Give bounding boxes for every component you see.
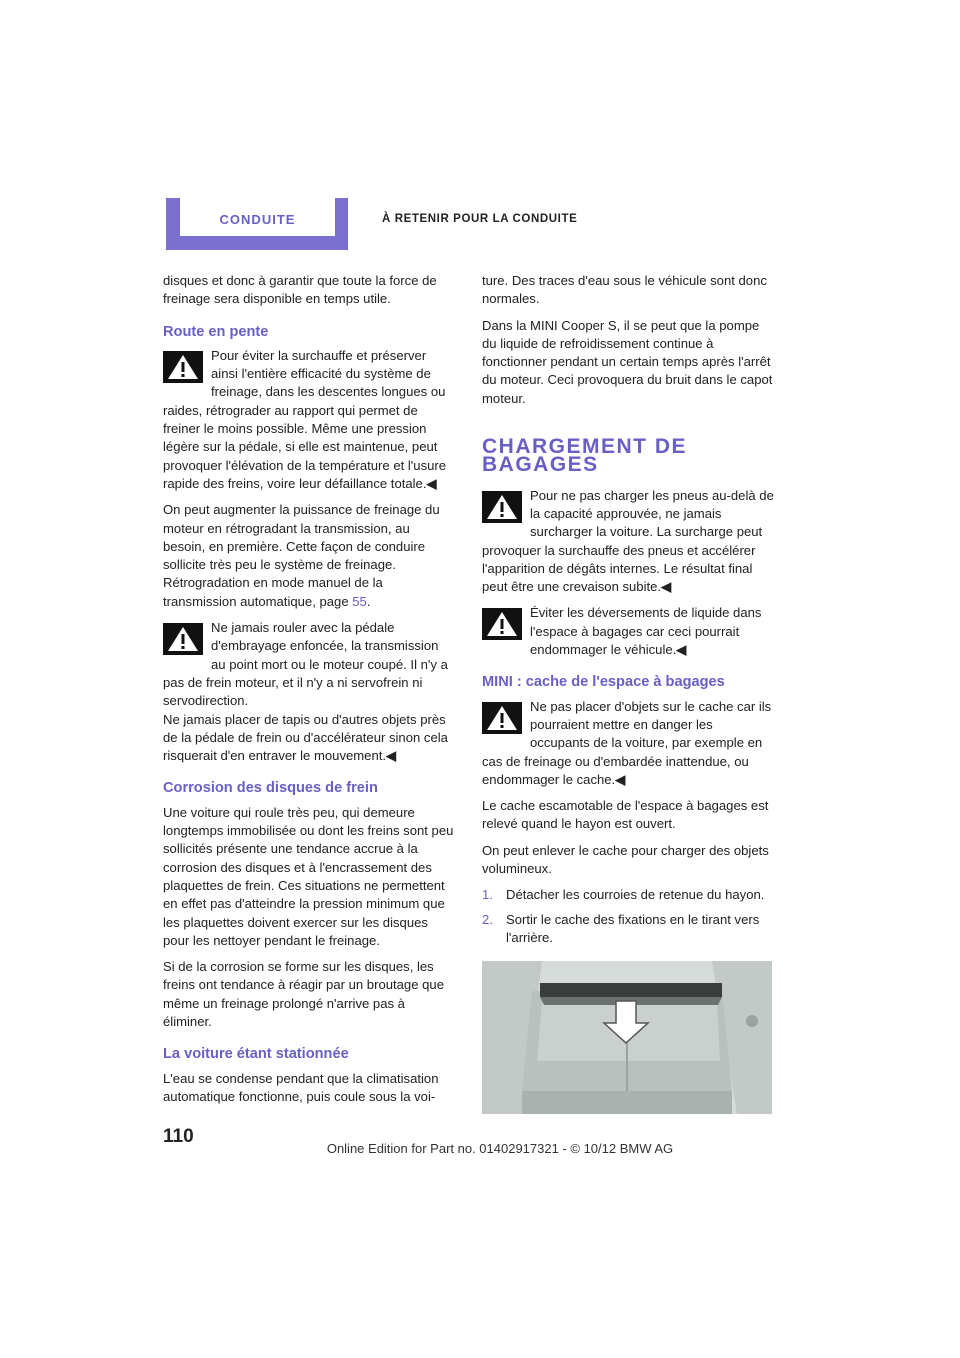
- warning-block: [482, 698, 774, 789]
- step-text: Sortir le cache des fixations en le tirant vers l'arrière.: [506, 911, 760, 945]
- intro-paragraph: disques et donc à garantir que toute la force de freinage sera disponible en temps utile.: [163, 273, 437, 307]
- page-number: 110: [163, 1126, 194, 1147]
- section-title: À RETENIR POUR LA CONDUITE: [382, 213, 578, 225]
- corrosion-paragraph-2: Si de la corrosion se forme sur les disques, les freins ont tendance à réagir par un broutage que même un freinage prolongé n'arrive pas à éliminer.: [163, 959, 444, 1029]
- warning-icon: [482, 608, 522, 640]
- luggage-cover-illustration: [482, 961, 772, 1114]
- warning-block: [482, 487, 774, 597]
- chapter-label: CONDUITE: [219, 212, 296, 227]
- step-text: Détacher les courroies de retenue du hayon.: [506, 887, 765, 903]
- end-mark: ◀: [426, 475, 437, 491]
- left-column: [163, 272, 455, 1114]
- warning-block: [482, 604, 774, 659]
- heading-route-pente: Route en pente: [163, 323, 269, 340]
- continuation-paragraph: ture. Des traces d'eau sous le véhicule sont donc normales.: [482, 273, 767, 307]
- heading-stationnee: La voiture étant stationnée: [163, 1046, 349, 1063]
- steps-list: [482, 886, 774, 947]
- warning-text: Pour éviter la surchauffe et préserver ainsi l'entière efficacité du système de freinage, dans les descentes longues ou raides, rétrograder au rapport qui permet de freiner le moins possible. Même une pression légère sur la pédale, si elle est maintenue, peut provoquer l'élévation de la température et l'usure rapide des freins, voire leur défaillance totale.: [163, 347, 447, 491]
- cache-paragraph-2: On peut enlever le cache pour charger des objets volumineux.: [482, 842, 769, 877]
- warning-text: Ne jamais placer de tapis ou d'autres objets près de la pédale de frein ou d'accélérateur sinon cela risquerait d'en entraver le mouvement.: [163, 711, 448, 764]
- step-number: 2.: [482, 911, 493, 927]
- warning-icon: [163, 623, 203, 655]
- right-column: [482, 272, 774, 1114]
- end-mark: ◀: [661, 579, 672, 595]
- heading-cache: MINI : cache de l'espace à bagages: [482, 674, 725, 691]
- cache-paragraph-1: Le cache escamotable de l'espace à bagages est relevé quand le hayon est ouvert.: [482, 798, 769, 832]
- warning-icon: [163, 351, 203, 383]
- warning-text: Ne jamais rouler avec la pédale d'embrayage enfoncée, la transmission au point mort ou le moteur coupé. Il n'y a pas de frein moteur, et il n'y a ni servofrein ni servodirection.: [163, 620, 448, 709]
- end-mark: ◀: [615, 771, 626, 787]
- warning-icon: [482, 491, 522, 523]
- warning-text: Ne pas placer d'objets sur le cache car ils pourraient mettre en danger les occupants de la voiture, par exemple en cas de freinage ou d'embardée inattendue, ou endommager le cache.: [482, 698, 772, 787]
- step-number: 1.: [482, 887, 493, 903]
- heading-chargement: CHARGEMENT DE BAGAGES: [482, 435, 688, 477]
- list-item: [482, 886, 774, 904]
- trunk-illustration: [482, 961, 772, 1114]
- warning-icon: [482, 702, 522, 734]
- warning-block: [163, 347, 455, 493]
- footer-edition: Online Edition for Part no. 01402917321 - © 10/12 BMW AG: [326, 1141, 674, 1156]
- retro-text: On peut augmenter la puissance de freinage du moteur en rétrogradant la transmission, au besoin, en première. Cette façon de conduire sollicite très peu le système de freinage. Rétrogradation en mode manuel de la transmission automatique, page: [163, 502, 440, 609]
- warning-text: Éviter les déversements de liquide dans l'espace à bagages car ceci pourrait endommager le véhicule.: [530, 605, 762, 658]
- stationnee-paragraph: L'eau se condense pendant que la climatisation automatique fonctionne, puis coule sous la voi-: [163, 1070, 439, 1104]
- warning-block: [163, 619, 455, 765]
- list-item: [482, 911, 774, 948]
- cooper-paragraph: Dans la MINI Cooper S, il se peut que la pompe du liquide de refroidissement continue à fonctionner pendant un certain temps après l'arrêt du moteur. Ceci provoquera du bruit dans le capot moteur.: [482, 317, 773, 406]
- end-mark: ◀: [676, 642, 687, 658]
- heading-corrosion: Corrosion des disques de frein: [163, 780, 378, 797]
- footer: [0, 1141, 960, 1156]
- end-mark: ◀: [386, 748, 397, 764]
- warning-text: Pour ne pas charger les pneus au-delà de la capacité approuvée, ne jamais surcharger la voiture. La surcharge peut provoquer la surchauffe des pneus et accélérer l'apparition de dégâts internes. Le résultat final peut être une crevaison subite.: [482, 487, 774, 595]
- page-link[interactable]: 55: [352, 593, 367, 609]
- corrosion-paragraph-1: Une voiture qui roule très peu, qui demeure longtemps immobilisée ou dont les freins sont peu sollicités présente une tendance accrue à la corrosion des disques et à l'encrassement des plaquettes de frein. Ces situations ne permettent en effet pas d'atteindre la pression minimum que les plaquettes doivent exercer sur les disques pour les nettoyer pendant le freinage.: [163, 804, 454, 948]
- retro-paragraph: On peut augmenter la puissance de freinage du moteur en rétrogradant la transmission, au besoin, en première. Cette façon de conduire sollicite très peu le système de freinage. Rétrogradation en mode manuel de la transmission automatique, page 55.: [163, 502, 440, 609]
